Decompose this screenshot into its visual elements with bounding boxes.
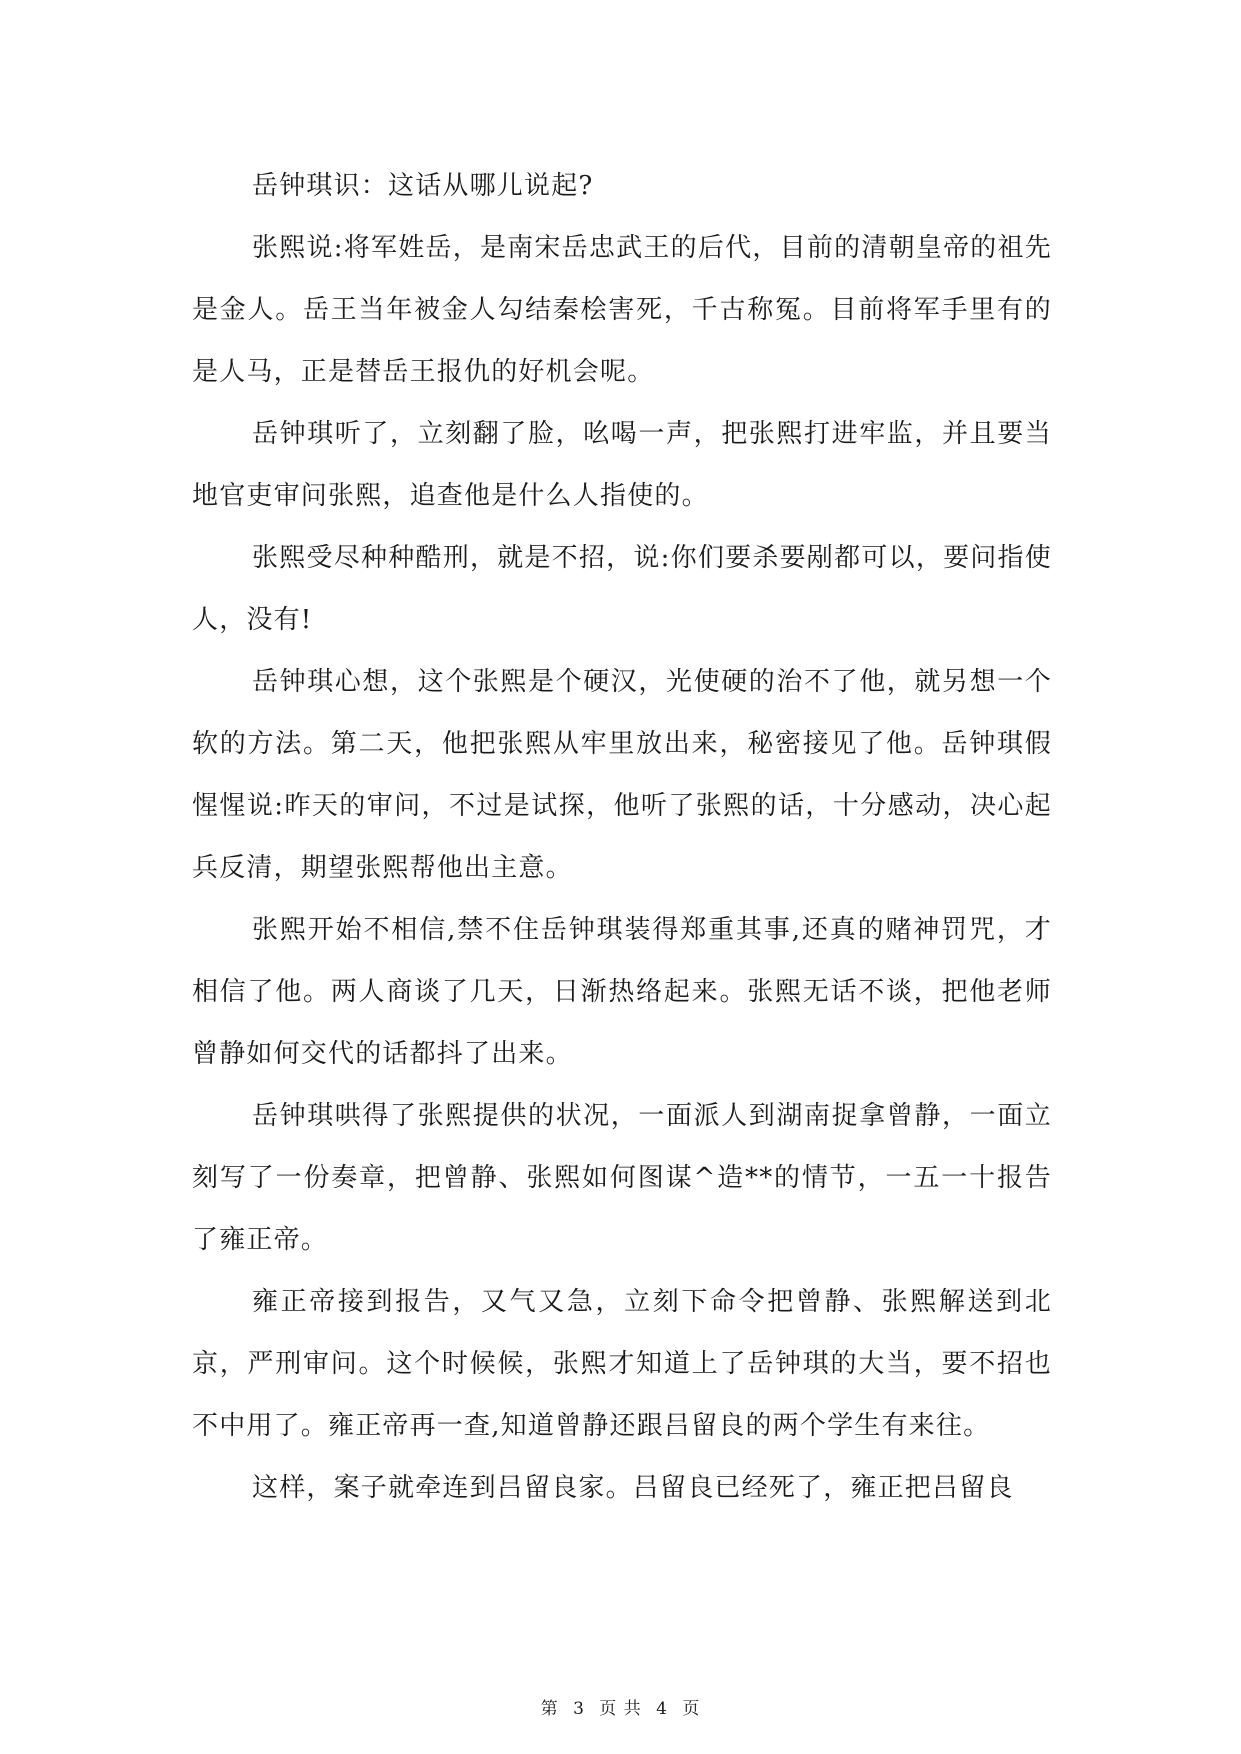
paragraph: 张熙说:将军姓岳，是南宋岳忠武王的后代，目前的清朝皇帝的祖先是金人。岳王当年被金人勾结秦桧害死，千古称冤。目前将军手里有的是人马，正是替岳王报仇的好机会呢。 <box>192 233 1052 387</box>
document-body <box>192 155 1052 1519</box>
footer-suffix: 页 <box>682 1699 701 1719</box>
paragraph: 张熙受尽种种酷刑，就是不招，说:你们要杀要剐都可以，要问指使人，没有! <box>192 543 1052 635</box>
footer-total-pages: 4 <box>656 1699 668 1719</box>
page-footer <box>0 1694 1241 1719</box>
paragraph: 张熙开始不相信,禁不住岳钟琪装得郑重其事,还真的赌神罚咒，才相信了他。两人商谈了几天，日渐热络起来。张熙无话不谈，把他老师曾静如何交代的话都抖了出来。 <box>192 915 1052 1069</box>
footer-prefix: 第 <box>540 1699 559 1719</box>
paragraph: 雍正帝接到报告，又气又急，立刻下命令把曾静、张熙解送到北京，严刑审问。这个时候候，张熙才知道上了岳钟琪的大当，要不招也不中用了。雍正帝再一查,知道曾静还跟吕留良的两个学生有来往。 <box>192 1287 1052 1441</box>
paragraph: 岳钟琪听了，立刻翻了脸，吆喝一声，把张熙打进牢监，并且要当地官吏审问张熙，追查他是什么人指使的。 <box>192 419 1052 511</box>
paragraph: 岳钟琪哄得了张熙提供的状况，一面派人到湖南捉拿曾静，一面立刻写了一份奏章，把曾静、张熙如何图谋^造**的情节，一五一十报告了雍正帝。 <box>192 1101 1052 1255</box>
footer-current-page: 3 <box>573 1699 585 1719</box>
paragraph: 这样，案子就牵连到吕留良家。吕留良已经死了，雍正把吕留良 <box>252 1473 1014 1503</box>
paragraph: 岳钟琪识：这话从哪儿说起? <box>252 171 594 201</box>
paragraph: 岳钟琪心想，这个张熙是个硬汉，光使硬的治不了他，就另想一个软的方法。第二天，他把张熙从牢里放出来，秘密接见了他。岳钟琪假惺惺说:昨天的审问，不过是试探，他听了张熙的话，十分感动，决心起兵反清，期望张熙帮他出主意。 <box>192 667 1052 883</box>
footer-middle: 页 共 <box>599 1699 642 1719</box>
